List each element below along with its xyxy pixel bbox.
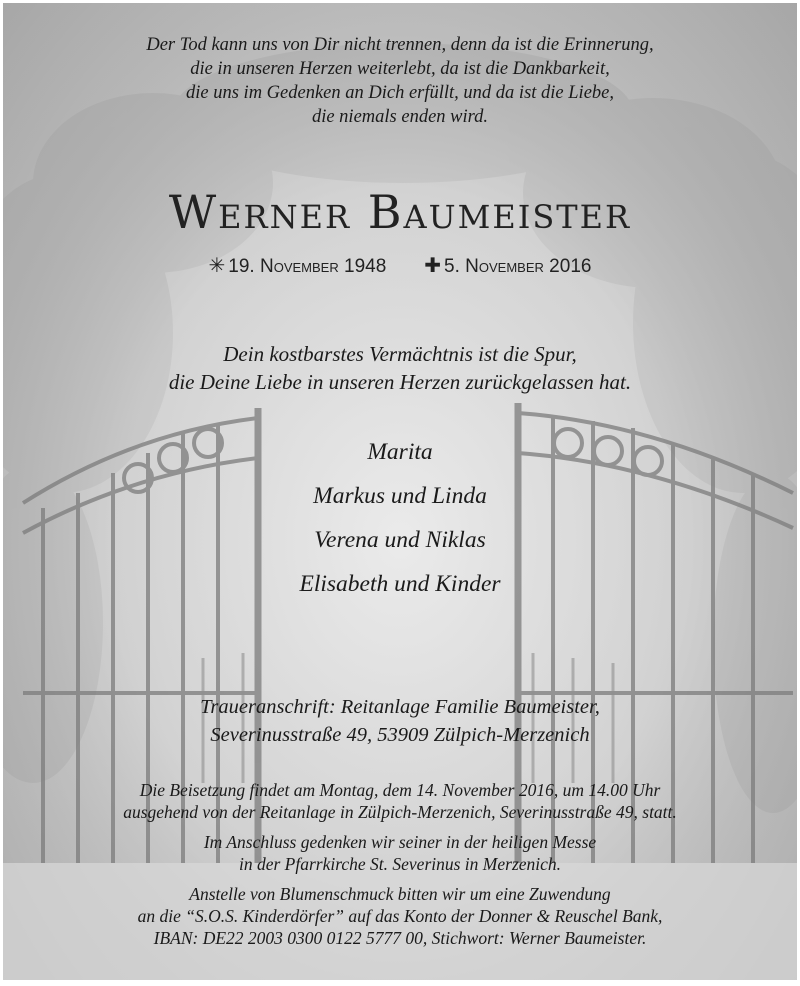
birth-star-icon: ✳ <box>208 255 226 277</box>
detail-line: ausgehend von der Reitanlage in Zülpich-Merzenich, Severinusstraße 49, statt. <box>123 802 677 822</box>
mass-info <box>3 831 797 875</box>
mourner-name: Elisabeth und Kinder <box>299 571 501 597</box>
mourner-name: Marita <box>367 439 433 465</box>
detail-line: in der Pfarrkirche St. Severinus in Merzenich. <box>238 854 562 874</box>
burial-info <box>3 779 797 823</box>
detail-line: Die Beisetzung findet am Montag, dem 14. November 2016, um 14.00 Uhr <box>139 780 661 800</box>
legacy-verse <box>3 340 797 396</box>
detail-line: IBAN: DE22 2003 0300 0122 5777 00, Stichwort: Werner Baumeister. <box>153 928 647 948</box>
address-line: Traueranschrift: Reitanlage Familie Baumeister, <box>200 696 600 718</box>
mourner-name: Verena und Niklas <box>314 527 486 553</box>
mourner-name: Markus und Linda <box>313 483 487 509</box>
funeral-details <box>3 779 797 957</box>
detail-line: Im Anschluss gedenken wir seiner in der heiligen Messe <box>203 832 597 852</box>
verse-line: Der Tod kann uns von Dir nicht trennen, denn da ist die Erinnerung, <box>146 35 654 55</box>
address-line: Severinusstraße 49, 53909 Zülpich-Merzenich <box>210 724 590 746</box>
verse-line: die niemals enden wird. <box>311 107 489 127</box>
birth-date: 19. November 1948 <box>228 256 387 277</box>
death-date: 5. November 2016 <box>444 256 592 277</box>
detail-line: Anstelle von Blumenschmuck bitten wir um eine Zuwendung <box>189 884 611 904</box>
verse-line: die uns im Gedenken an Dich erfüllt, und da ist die Liebe, <box>186 83 614 103</box>
mourning-address <box>3 693 797 749</box>
death-cross-icon: ✚ <box>424 255 442 277</box>
mourners-list <box>3 430 797 606</box>
deceased-name: Werner Baumeister <box>168 185 632 239</box>
donation-info <box>3 883 797 949</box>
obituary-notice <box>3 3 797 980</box>
detail-line: an die “S.O.S. Kinderdörfer” auf das Konto der Donner & Reuschel Bank, <box>137 906 663 926</box>
verse-line: Dein kostbarstes Vermächtnis ist die Spur, <box>223 342 577 366</box>
verse-line: die in unseren Herzen weiterlebt, da ist die Dankbarkeit, <box>190 59 610 79</box>
life-dates <box>3 253 797 278</box>
verse-line: die Deine Liebe in unseren Herzen zurückgelassen hat. <box>168 370 632 394</box>
opening-verse <box>3 33 797 129</box>
